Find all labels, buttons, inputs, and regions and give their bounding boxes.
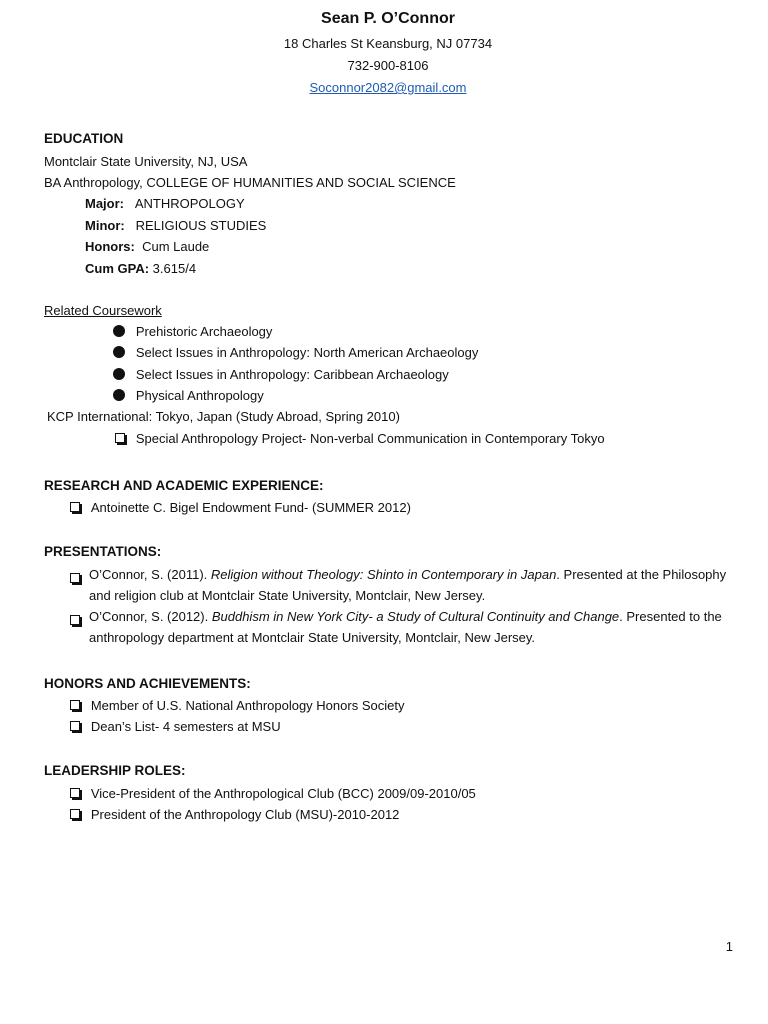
leadership-item: President of the Anthropology Club (MSU)-2010-2012 [90,807,400,822]
presentation-title: Buddhism in New York City- a Study of Cultural Continuity and Change [211,609,620,624]
presentation-item [89,606,739,648]
coursework-item: Select Issues in Anthropology: North American Archaeology [135,345,479,360]
degree: BA Anthropology, COLLEGE OF HUMANITIES AND SOCIAL SCIENCE [44,175,456,190]
coursework-item: Prehistoric Archaeology [135,324,273,339]
candidate-name: Sean P. O’Connor [321,10,455,27]
box-bullet-icon [70,571,80,586]
phone: 732-900-8106 [347,58,429,73]
presentation-venue: . Presented at the Philosophy and religion club at Montclair State University, Montclair, New Jersey. [89,567,727,603]
minor-row [85,218,266,233]
gpa-label: Cum GPA: [85,261,150,276]
box-bullet-icon [70,721,80,731]
major-label: Major: [85,196,124,211]
section-heading-education: EDUCATION [44,131,124,146]
email-line [0,80,768,95]
list-item [113,345,478,360]
study-abroad: KCP International: Tokyo, Japan (Study Abroad, Spring 2010) [47,409,400,424]
major-row [85,196,245,211]
gpa-row [85,261,196,276]
box-bullet-icon [70,788,80,798]
section-heading-presentations: PRESENTATIONS: [44,544,162,559]
presentation-venue: . Presented to the anthropology department at Montclair State University, Montclair, New Jersey. [89,609,722,645]
list-item [115,431,605,446]
major-value: ANTHROPOLOGY [134,196,245,211]
research-item: Antoinette C. Bigel Endowment Fund- (SUMMER 2012) [90,500,411,515]
box-bullet-icon [70,809,80,819]
list-item [113,324,272,339]
minor-value: RELIGIOUS STUDIES [135,218,267,233]
leadership-item: Vice-President of the Anthropological Club (BCC) 2009/09-2010/05 [90,786,476,801]
abroad-project: Special Anthropology Project- Non-verbal Communication in Contemporary Tokyo [135,431,605,446]
filled-circle-bullet-icon [113,325,125,337]
gpa-value: 3.615/4 [152,261,197,276]
list-item [113,388,264,403]
list-item [70,807,399,822]
presentation-item [89,564,739,606]
coursework-item: Select Issues in Anthropology: Caribbean Archaeology [135,367,449,382]
school: Montclair State University, NJ, USA [44,154,248,169]
box-bullet-icon [70,700,80,710]
section-heading-leadership: LEADERSHIP ROLES: [44,763,186,778]
box-bullet-icon [115,433,125,443]
presentation-citation: O’Connor, S. (2011). [89,567,211,582]
honors-item: Dean’s List- 4 semesters at MSU [90,719,281,734]
honors-item: Member of U.S. National Anthropology Honors Society [90,698,405,713]
presentation-citation: O’Connor, S. (2012). [89,609,212,624]
filled-circle-bullet-icon [113,368,125,380]
page-number: 1 [725,939,733,954]
coursework-heading: Related Coursework [44,303,162,318]
honors-label: Honors: [85,239,135,254]
address: 18 Charles St Keansburg, NJ 07734 [283,36,493,51]
section-heading-research: RESEARCH AND ACADEMIC EXPERIENCE: [44,478,324,493]
list-item [70,500,411,515]
minor-label: Minor: [85,218,125,233]
section-heading-honors: HONORS AND ACHIEVEMENTS: [44,676,251,691]
coursework-item: Physical Anthropology [135,388,264,403]
list-item [70,719,281,734]
list-item [113,367,449,382]
filled-circle-bullet-icon [113,389,125,401]
box-bullet-icon [70,502,80,512]
honors-value: Cum Laude [142,239,210,254]
email-link[interactable]: Soconnor2082@gmail.com [309,80,467,95]
box-bullet-icon [70,613,80,628]
list-item [70,698,404,713]
honors-row [85,239,209,254]
list-item [70,786,476,801]
presentation-title: Religion without Theology: Shinto in Contemporary in Japan [210,567,557,582]
filled-circle-bullet-icon [113,346,125,358]
